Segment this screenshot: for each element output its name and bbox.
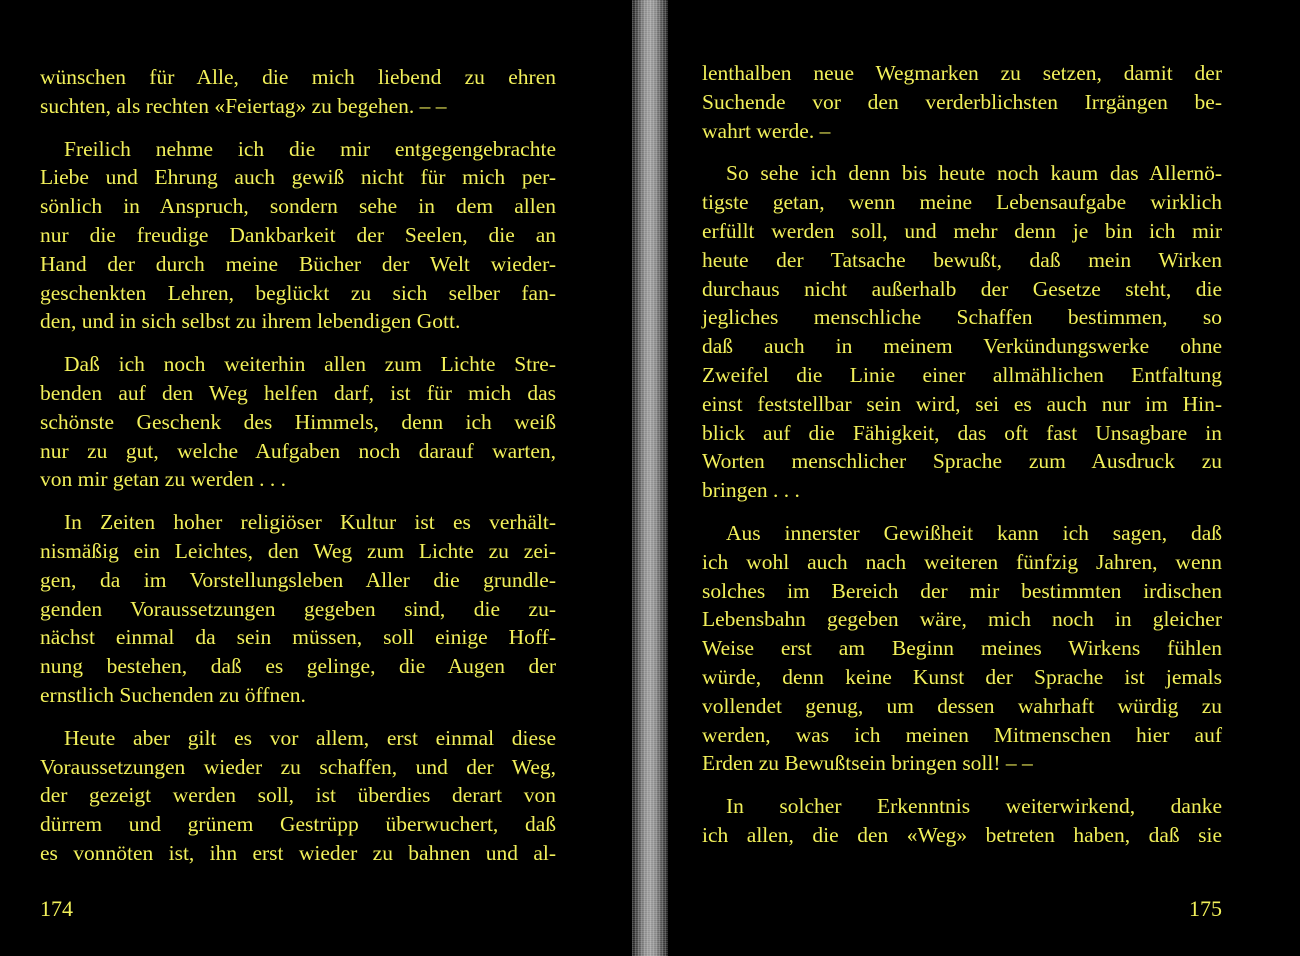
text-line: ernstlich Suchenden zu öffnen. bbox=[40, 682, 306, 707]
text-line: Erden zu Bewußtsein bringen soll! – – bbox=[702, 751, 1033, 776]
text-line: jegliches menschliche Schaffen bestimmen, so bbox=[702, 305, 1222, 330]
right-page-text bbox=[702, 59, 1222, 850]
text-line: durchaus nicht außerhalb der Gesetze steht, die bbox=[702, 276, 1222, 301]
text-line: Hand der durch meine Bücher der Welt wieder- bbox=[40, 251, 556, 276]
text-line: nur die freudige Dankbarkeit der Seelen, die an bbox=[40, 222, 556, 247]
text-line: wünschen für Alle, die mich liebend zu ehren bbox=[40, 65, 556, 89]
text-line: Zweifel die Linie einer allmählichen Entfaltung bbox=[702, 362, 1222, 387]
text-line: der gezeigt werden soll, ist überdies derart von bbox=[40, 783, 556, 808]
text-line: geschenkten Lehren, beglückt zu sich selber fan- bbox=[40, 280, 556, 305]
text-line: daß auch in meinem Verkündungswerke ohne bbox=[702, 334, 1222, 359]
text-line: Heute aber gilt es vor allem, erst einmal diese bbox=[64, 725, 556, 750]
left-paragraph-1 bbox=[40, 63, 556, 121]
left-paragraph-5 bbox=[40, 724, 556, 868]
text-line: nächst einmal da sein müssen, soll einige Hoff- bbox=[40, 625, 556, 650]
text-line: lenthalben neue Wegmarken zu setzen, damit der bbox=[702, 61, 1222, 85]
text-line: Suchende vor den verderblichsten Irrgängen be- bbox=[702, 89, 1222, 114]
text-line: würde, denn keine Kunst der Sprache ist jemals bbox=[702, 664, 1222, 689]
left-paragraph-4 bbox=[40, 508, 556, 710]
text-line: vollendet genug, um dessen wahrhaft würdig zu bbox=[702, 693, 1222, 718]
text-line: Worten menschlicher Sprache zum Ausdruck zu bbox=[702, 449, 1222, 474]
right-paragraph-1 bbox=[702, 59, 1222, 145]
text-line: nur zu gut, welche Aufgaben noch darauf warten, bbox=[40, 438, 556, 463]
text-line: tigste getan, wenn meine Lebensaufgabe wirklich bbox=[702, 190, 1222, 215]
text-line: gen, da im Vorstellungsleben Aller die grundle- bbox=[40, 567, 556, 592]
text-line: genden Voraussetzungen gegeben sind, die zu- bbox=[40, 596, 556, 621]
text-line: suchten, als rechten «Feiertag» zu begehen. – – bbox=[40, 93, 447, 118]
text-line: sönlich in Anspruch, sondern sehe in dem allen bbox=[40, 194, 556, 219]
text-line: Lebensbahn gegeben wäre, mich noch in gleicher bbox=[702, 607, 1222, 632]
text-line: bringen . . . bbox=[702, 478, 800, 503]
text-line: In Zeiten hoher religiöser Kultur ist es verhält- bbox=[64, 510, 556, 535]
text-line: wahrt werde. – bbox=[702, 118, 831, 143]
left-page bbox=[0, 0, 632, 956]
right-paragraph-4 bbox=[702, 792, 1222, 850]
text-line: nung bestehen, daß es gelinge, die Augen der bbox=[40, 654, 556, 679]
text-line: dürrem und grünem Gestrüpp überwuchert, daß bbox=[40, 812, 556, 837]
text-line: den, und in sich selbst zu ihrem lebendigen Gott. bbox=[40, 309, 461, 334]
text-line: Aus innerster Gewißheit kann ich sagen, daß bbox=[726, 520, 1222, 545]
right-paragraph-2 bbox=[702, 159, 1222, 505]
text-line: nismäßig ein Leichtes, den Weg zum Lichte zu zei- bbox=[40, 538, 556, 563]
text-line: es vonnöten ist, ihn erst wieder zu bahnen und al- bbox=[40, 840, 556, 865]
text-line: Weise erst am Beginn meines Wirkens fühlen bbox=[702, 636, 1222, 661]
page-number: 175 bbox=[1189, 896, 1222, 921]
text-line: schönste Geschenk des Himmels, denn ich weiß bbox=[40, 409, 556, 434]
page-number: 174 bbox=[40, 896, 73, 921]
text-line: einst feststellbar sein wird, sei es auch nur im Hin- bbox=[702, 391, 1222, 416]
left-paragraph-2 bbox=[40, 135, 556, 337]
text-line: Freilich nehme ich die mir entgegengebrachte bbox=[64, 136, 556, 161]
text-line: So sehe ich denn bis heute noch kaum das Allernö- bbox=[726, 161, 1222, 186]
text-line: Voraussetzungen wieder zu schaffen, und der Weg, bbox=[40, 754, 556, 779]
right-page bbox=[668, 0, 1300, 956]
book-gutter bbox=[632, 0, 668, 956]
right-paragraph-3 bbox=[702, 519, 1222, 778]
text-line: solches im Bereich der mir bestimmten irdischen bbox=[702, 578, 1222, 603]
text-line: ich allen, die den «Weg» betreten haben, daß sie bbox=[702, 822, 1222, 847]
text-line: erfüllt werden soll, und mehr denn je bin ich mir bbox=[702, 218, 1222, 243]
text-line: blick auf die Fähigkeit, das oft fast Unsagbare in bbox=[702, 420, 1222, 445]
text-line: Daß ich noch weiterhin allen zum Lichte Stre- bbox=[64, 352, 556, 377]
left-page-text bbox=[40, 63, 556, 868]
text-line: In solcher Erkenntnis weiterwirkend, danke bbox=[726, 794, 1222, 819]
text-line: benden auf den Weg helfen darf, ist für mich das bbox=[40, 380, 556, 405]
text-line: heute der Tatsache bewußt, daß mein Wirken bbox=[702, 247, 1222, 272]
text-line: Liebe und Ehrung auch gewiß nicht für mich per- bbox=[40, 165, 556, 190]
text-line: ich wohl auch nach weiteren fünfzig Jahren, wenn bbox=[702, 549, 1222, 574]
text-line: von mir getan zu werden . . . bbox=[40, 467, 286, 492]
text-line: werden, was ich meinen Mitmenschen hier auf bbox=[702, 722, 1222, 747]
left-paragraph-3 bbox=[40, 350, 556, 494]
